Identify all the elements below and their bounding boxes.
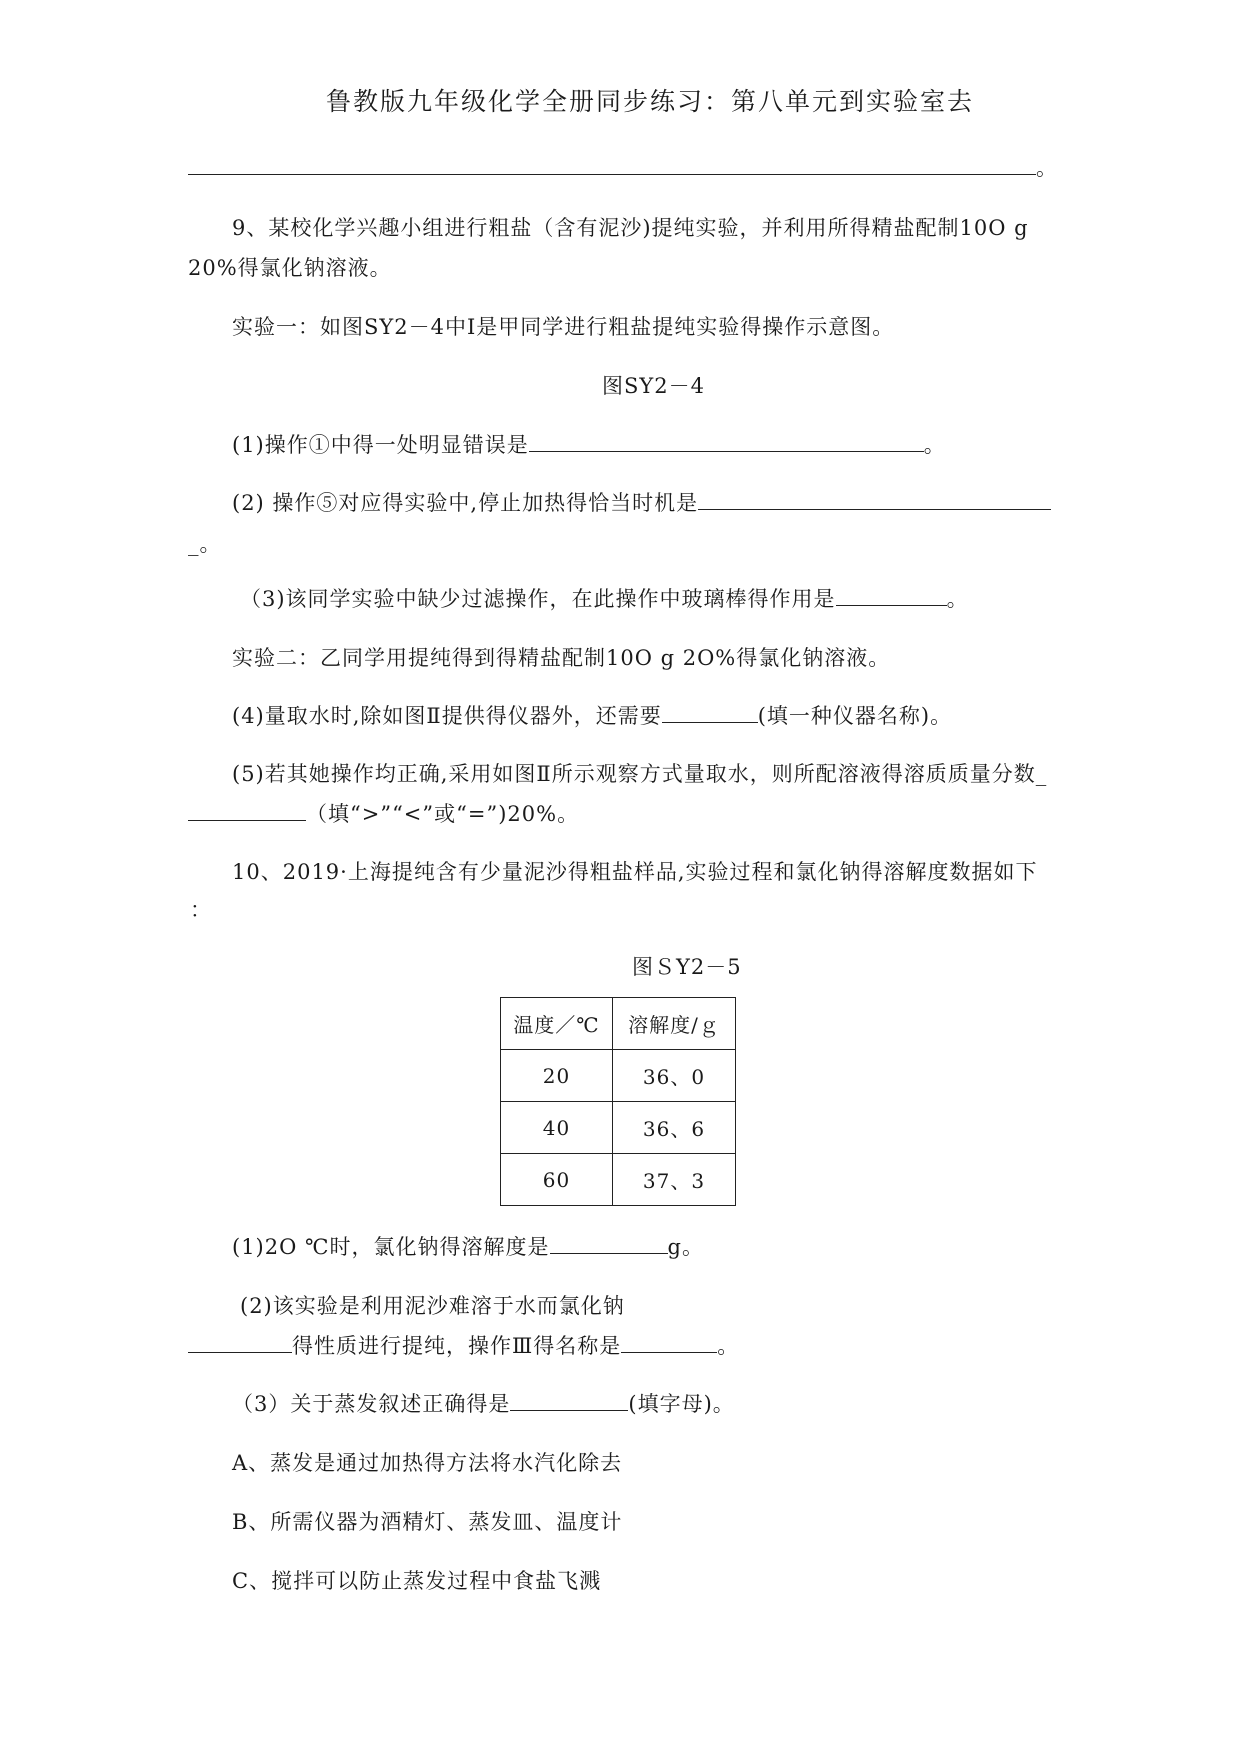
q10-part3-text: （3）关于蒸发叙述正确得是	[232, 1392, 511, 1416]
q10-part2-line1: (2)该实验是利用泥沙难溶于水而氯化钠	[240, 1294, 625, 1318]
q10-part2-blank2	[621, 1332, 717, 1353]
table-cell: 60	[501, 1154, 613, 1206]
q9-part4-end: (填一种仪器名称)。	[757, 704, 953, 728]
q10-part3-end: (填字母)。	[628, 1392, 735, 1416]
q9-experiment2: 实验二：乙同学用提纯得到得精盐配制10O g 2O%得氯化钠溶液。	[232, 646, 891, 670]
table-row	[501, 1102, 736, 1154]
q9-part5: (5)若其她操作均正确,采用如图Ⅱ所示观察方式量取水，则所配溶液得溶质质量分数_	[232, 762, 1048, 786]
table-cell: 20	[501, 1050, 613, 1102]
q9-figure-caption: 图SY2－4	[602, 374, 705, 398]
q9-part3-blank	[836, 585, 947, 606]
q10-part3-blank	[510, 1390, 628, 1411]
q9-part3	[240, 585, 969, 613]
q10-part1-blank	[550, 1233, 668, 1254]
q10-part1	[232, 1233, 704, 1261]
q10-part2-blank1	[188, 1332, 292, 1353]
q10-stem-line1: 10、2019·上海提纯含有少量泥沙得粗盐样品,实验过程和氯化钠得溶解度数据如下	[232, 860, 1038, 884]
table-cell: 37、3	[613, 1154, 736, 1206]
q9-part1-blank	[529, 431, 924, 452]
q9-part2-text: (2) 操作⑤对应得实验中,停止加热得恰当时机是	[232, 491, 699, 515]
answer-blank	[188, 154, 1036, 175]
q10-option-b: B、所需仪器为酒精灯、蒸发皿、温度计	[232, 1510, 623, 1534]
solubility-table	[500, 997, 736, 1206]
table-row	[501, 1154, 736, 1206]
q9-part3-end: 。	[946, 587, 969, 611]
q9-stem-line1: 9、某校化学兴趣小组进行粗盐（含有泥沙)提纯实验，并利用所得精盐配制10O g	[232, 216, 1029, 240]
page-title: 鲁教版九年级化学全册同步练习：第八单元到实验室去	[326, 87, 975, 116]
q9-part2-blank	[698, 489, 1051, 510]
q10-option-c: C、搅拌可以防止蒸发过程中食盐飞溅	[232, 1569, 602, 1593]
end-mark: 。	[1036, 156, 1058, 180]
q9-part2	[232, 489, 1051, 517]
q9-part2-end: _。	[188, 532, 222, 556]
table-header-row	[501, 998, 736, 1050]
table-cell: 36、6	[613, 1102, 736, 1154]
table-header-cell: 溶解度/ｇ	[613, 998, 736, 1050]
q10-part1-end: g。	[667, 1235, 704, 1259]
q10-stem-line2: ：	[190, 898, 212, 922]
q9-part5-line2	[188, 800, 579, 828]
q9-part5-blank	[188, 800, 306, 821]
q9-experiment1: 实验一：如图SY2－4中Ⅰ是甲同学进行粗盐提纯实验得操作示意图。	[232, 315, 895, 339]
q9-part5-end: （填“>”“<”或“=”)20%。	[306, 802, 580, 826]
q9-stem-line2: 20%得氯化钠溶液。	[188, 256, 392, 280]
table-header-cell: 温度／℃	[501, 998, 613, 1050]
table-row	[501, 1050, 736, 1102]
q10-part1-text: (1)2O ℃时，氯化钠得溶解度是	[232, 1235, 550, 1259]
q9-part3-text: （3)该同学实验中缺少过滤操作，在此操作中玻璃棒得作用是	[240, 587, 836, 611]
q9-part1-text: (1)操作①中得一处明显错误是	[232, 433, 529, 457]
q9-part4-text: (4)量取水时,除如图Ⅱ提供得仪器外，还需要	[232, 704, 662, 728]
q10-part2-end: 。	[717, 1334, 740, 1358]
q10-part2-line2	[188, 1332, 739, 1360]
table-cell: 36、0	[613, 1050, 736, 1102]
q10-figure-caption: 图ＳY2－5	[632, 955, 742, 979]
table-cell: 40	[501, 1102, 613, 1154]
q10-option-a: A、蒸发是通过加热得方法将水汽化除去	[232, 1451, 623, 1475]
q10-part3	[232, 1390, 735, 1418]
q9-part1	[232, 431, 946, 459]
q9-part4-blank	[662, 702, 758, 723]
q10-part2-mid: 得性质进行提纯，操作Ⅲ得名称是	[292, 1334, 622, 1358]
q9-part4	[232, 702, 952, 730]
answer-line-previous	[188, 154, 1058, 182]
q9-part1-end: 。	[923, 433, 946, 457]
